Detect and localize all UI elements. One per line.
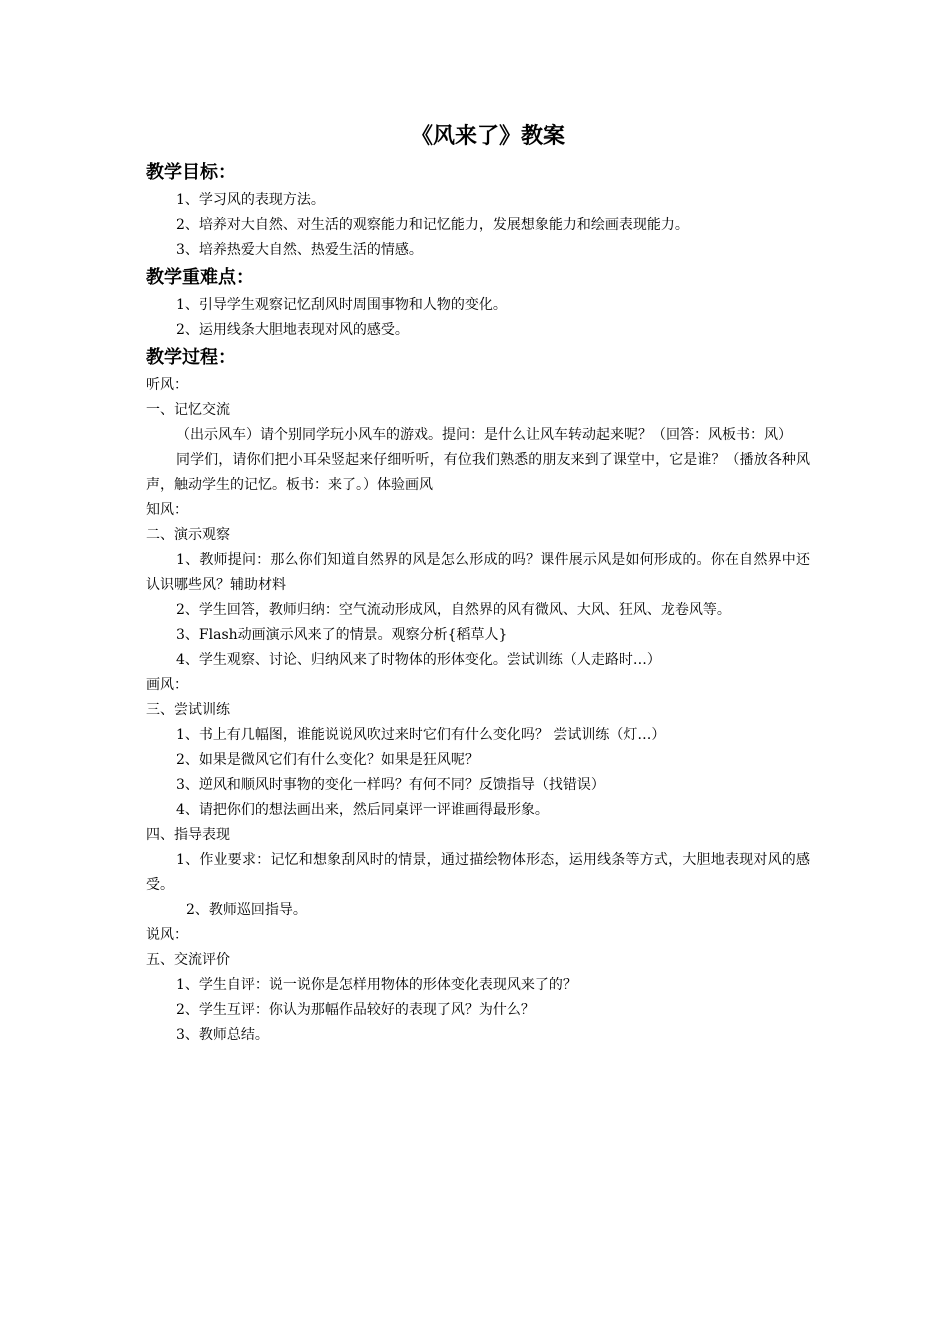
key-point-item: 2、运用线条大胆地表现对风的感受。: [176, 322, 409, 338]
section-paragraph: 1、教师提问：那么你们知道自然界的风是怎么形成的吗？课件展示风是如何形成的。你在自然界中还认识哪些风？辅助材料: [146, 552, 810, 593]
list-item: 3、逆风和顺风时事物的变化一样吗？有何不同？反馈指导（找错误）: [176, 777, 605, 793]
section-paragraph: 4、学生观察、讨论、归纳风来了时物体的形体变化。尝试训练（人走路时…）: [176, 652, 661, 668]
section-paragraph: （出示风车）请个别同学玩小风车的游戏。提问：是什么让风车转动起来呢？（回答：风板书：风）: [176, 427, 792, 443]
section-paragraph: 2、教师巡回指导。: [186, 902, 307, 918]
list-item: 1、学生自评：说一说你是怎样用物体的形体变化表现风来了的？: [176, 977, 577, 993]
list-item: 3、教师总结。: [176, 1027, 269, 1043]
list-item: 2、如果是微风它们有什么变化？如果是狂风呢？: [176, 752, 479, 768]
process-heading: 教学过程：: [146, 347, 236, 368]
key-points-heading: 教学重难点：: [146, 267, 254, 288]
phase-label-say: 说风：: [146, 927, 188, 943]
phase-label-know: 知风：: [146, 502, 188, 518]
objective-item: 2、培养对大自然、对生活的观察能力和记忆能力，发展想象能力和绘画表现能力。: [176, 217, 689, 233]
section-paragraph: 3、Flash动画演示风来了的情景。观察分析{稻草人}: [176, 627, 508, 643]
section-title: 四、指导表现: [146, 827, 230, 843]
list-item: 4、请把你们的想法画出来，然后同桌评一评谁画得最形象。: [176, 802, 549, 818]
phase-label-draw: 画风：: [146, 677, 188, 693]
section-title: 二、演示观察: [146, 527, 230, 543]
list-item: 2、学生互评：你认为那幅作品较好的表现了风？为什么？: [176, 1002, 535, 1018]
section-paragraph: 2、学生回答，教师归纳：空气流动形成风，自然界的风有微风、大风、狂风、龙卷风等。: [176, 602, 731, 618]
section-title: 三、尝试训练: [146, 702, 230, 718]
objective-item: 1、学习风的表现方法。: [176, 192, 325, 208]
key-point-item: 1、引导学生观察记忆刮风时周围事物和人物的变化。: [176, 297, 507, 313]
section-paragraph: 同学们，请你们把小耳朵竖起来仔细听听，有位我们熟悉的朋友来到了课堂中，它是谁？（播放各种风声，触动学生的记忆。板书：来了。）体验画风: [146, 452, 810, 493]
section-title: 一、记忆交流: [146, 402, 230, 418]
document-page: [146, 122, 810, 1048]
objectives-heading: 教学目标：: [146, 162, 236, 183]
list-item: 1、书上有几幅图，谁能说说风吹过来时它们有什么变化吗？ 尝试训练（灯…）: [176, 727, 666, 743]
phase-label-listen: 听风：: [146, 377, 188, 393]
section-paragraph: 1、作业要求：记忆和想象刮风时的情景，通过描绘物体形态，运用线条等方式，大胆地表现对风的感受。: [146, 852, 810, 893]
objective-item: 3、培养热爱大自然、热爱生活的情感。: [176, 242, 423, 258]
section-title: 五、交流评价: [146, 952, 230, 968]
document-title: 《风来了》教案: [410, 124, 565, 149]
